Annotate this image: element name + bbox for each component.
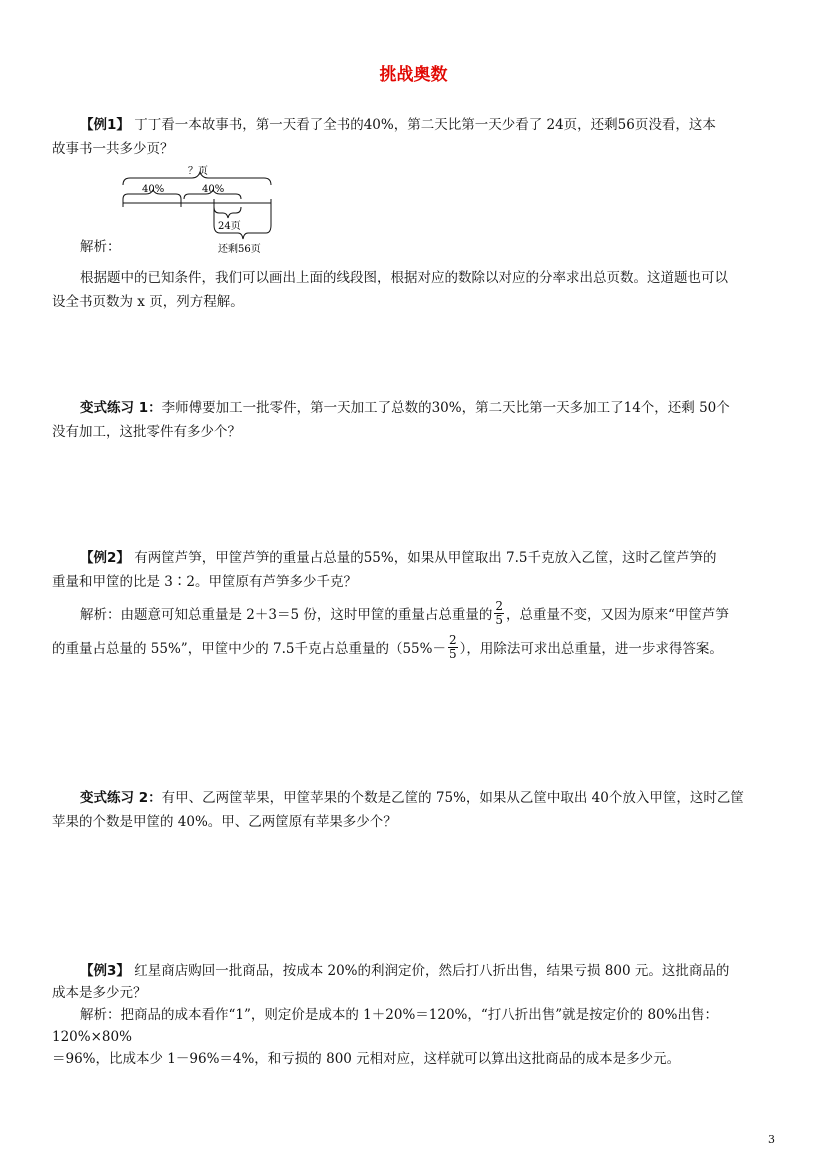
- variation-2-text-2: 苹果的个数是甲筐的 40%。甲、乙两筐原有苹果多少个？: [52, 814, 397, 830]
- variation-1-text-1: 李师傅要加工一批零件，第一天加工了总数的30%，第二天比第一天多加工了14个，还剩 50个: [161, 400, 730, 416]
- page-number: 3: [768, 1133, 775, 1146]
- example-3-label: 【例3】: [80, 963, 130, 979]
- fraction-denominator: 5: [448, 647, 457, 661]
- diagram-remain-label: 还剩56页: [218, 244, 261, 255]
- example-2-analysis: [52, 598, 782, 666]
- example-3-analysis-1: 解析：把商品的成本看作“1”，则定价是成本的 1＋20%＝120%，“打八折出售”就是按定价的 80%出售：120%×80%: [52, 1007, 718, 1045]
- fraction-denominator: 5: [495, 613, 503, 627]
- variation-2-text-1: 有甲、乙两筐苹果，甲筐苹果的个数是乙筐的 75%，如果从乙筐中取出 40个放入甲筐，这时乙筐: [161, 790, 744, 806]
- example-1-label: 【例1】: [80, 117, 130, 133]
- fraction-numerator: 2: [495, 599, 503, 613]
- diagram-seg2-label: 40%: [202, 184, 225, 195]
- example-3-analysis-2: ＝96%，比成本少 1－96%＝4%，和亏损的 800 元相对应，这样就可以算出这批商品的成本是多少元。: [52, 1051, 681, 1067]
- example-2-question: [52, 546, 782, 594]
- diagram-seg1-label: 40%: [142, 184, 165, 195]
- example-2-analysis-c: 的重量占总量的 55%”，甲筐中少的 7.5千克占总重量的（55%－: [52, 641, 446, 657]
- variation-1-label: 变式练习 1：: [80, 400, 162, 416]
- variation-2: [52, 786, 782, 834]
- example-1-question: [52, 113, 782, 161]
- example-1-analysis-line-2: 设全书页数为 x 页，列方程解。: [52, 294, 244, 310]
- example-2-analysis-d: ），用除法可求出总重量，进一步求得答案。: [459, 641, 723, 657]
- diagram-less-label: 24页: [218, 221, 241, 232]
- example-2-text-2: 重量和甲筐的比是 3∶2。甲筐原有芦笋多少千克？: [52, 574, 357, 590]
- example-1-analysis-label: [52, 235, 782, 259]
- example-1-line-2: 故事书一共多少页？: [52, 141, 174, 157]
- example-3-text-2: 成本是多少元？: [52, 985, 147, 1001]
- example-2-analysis-a: 解析：由题意可知总重量是 2＋3＝5 份，这时甲筐的重量占总重量的: [80, 607, 493, 623]
- example-1-line-1: [52, 113, 782, 137]
- example-3-text-1: 红星商店购回一批商品，按成本 20%的利润定价，然后打八折出售，结果亏损 800 元。这批商品的: [134, 963, 730, 979]
- variation-2-label: 变式练习 2：: [80, 790, 162, 806]
- example-1-analysis-line-1: 根据题中的已知条件，我们可以画出上面的线段图，根据对应的数除以对应的分率求出总页数。这道题也可以: [80, 270, 728, 286]
- analysis-label-text: 解析：: [80, 239, 121, 255]
- variation-1: [52, 396, 782, 444]
- variation-1-text-2: 没有加工，这批零件有多少个？: [52, 424, 241, 440]
- fraction-two-fifths-2: [448, 634, 458, 661]
- example-3: [52, 960, 782, 1070]
- example-2-analysis-b: ，总重量不变，又因为原来“甲筐芦笋: [506, 607, 729, 623]
- example-2-label: 【例2】: [80, 550, 130, 566]
- example-2-text-1: 有两筐芦笋，甲筐芦笋的重量占总量的55%，如果从甲筐取出 7.5千克放入乙筐，这时乙筐芦笋的: [134, 550, 717, 566]
- example-1-analysis: [52, 266, 782, 314]
- page-title: 挑战奥数: [379, 65, 448, 85]
- fraction-two-fifths: [494, 600, 504, 627]
- example-1-text-1: 丁丁看一本故事书，第一天看了全书的40%，第二天比第一天少看了 24页，还剩56页没看，这本: [134, 117, 716, 133]
- fraction-numerator: 2: [448, 633, 457, 647]
- diagram-total-label: ？页: [188, 166, 208, 177]
